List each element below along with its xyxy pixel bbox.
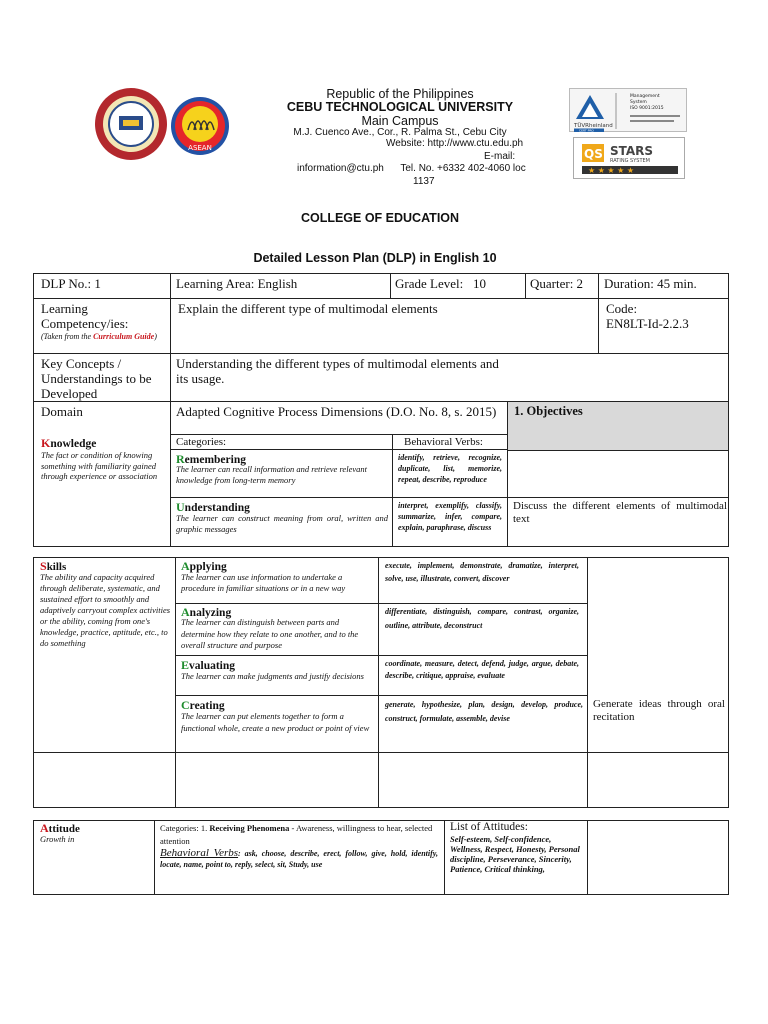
- attitude-categories: Categories: 1. Receiving Phenomena - Awareness, willingness to hear, selected attention: [160, 823, 433, 846]
- header-email-label: E-mail:: [484, 151, 516, 162]
- applying-verbs: execute, implement, demonstrate, dramatize, interpret, solve, use, illustrate, convert, discover: [385, 561, 579, 583]
- creating-verbs: generate, hypothesize, plan, design, develop, produce, construct, formulate, assemble, devise: [385, 700, 583, 723]
- applying-title: Applying: [181, 559, 227, 573]
- remembering-verbs: identify, retrieve, recognize, duplicate, list, memorize, repeat, describe, reproduce: [398, 453, 502, 484]
- attitude-title: Attitude: [40, 821, 80, 835]
- remembering-description: The learner can recall information and retrieve relevant knowledge from long-term memory: [176, 464, 367, 485]
- analyzing-title: Analyzing: [181, 605, 232, 619]
- evaluating-title: Evaluating: [181, 658, 236, 672]
- evaluating-verbs: coordinate, measure, detect, defend, judge, argue, debate, describe, critique, appraise, evaluate: [385, 659, 579, 680]
- attitude-behavioral-verbs: Behavioral Verbs: ask, choose, describe, erect, follow, give, hold, identify, locate, name, point to, reply, select, sit, Study, use: [160, 847, 439, 869]
- knowledge-title: Knowledge: [41, 436, 97, 450]
- understanding-verbs: interpret, exemplify, classify, summarize, infer, compare, explain, paraphrase, discuss: [398, 501, 502, 532]
- competency-value: Explain the different type of multimodal elements: [178, 301, 438, 316]
- svg-text:System: System: [630, 100, 647, 105]
- svg-text:CERT PRO: CERT PRO: [579, 128, 594, 133]
- objectives-label: 1. Objectives: [514, 404, 583, 418]
- creating-objective: Generate ideas through oral recitation: [593, 698, 725, 723]
- header-loc: 1137: [413, 176, 435, 187]
- analyzing-verbs: differentiate, distinguish, compare, contrast, organize, outline, attribute, deconstruct: [385, 607, 579, 630]
- quarter: Quarter: 2: [530, 276, 584, 291]
- knowledge-description: The fact or condition of knowing something with familiarity gained through experience or association: [41, 450, 158, 481]
- svg-text:ASEAN: ASEAN: [188, 144, 212, 152]
- svg-text:Management: Management: [630, 94, 660, 99]
- understanding-title: Understanding: [176, 500, 250, 514]
- curriculum-note: (Taken from the Curriculum Guide): [41, 332, 157, 341]
- objectives-header: [508, 402, 728, 450]
- document-title: Detailed Lesson Plan (DLP) in English 10: [253, 251, 497, 265]
- learning-area: Learning Area: English: [176, 276, 298, 291]
- header-republic: Republic of the Philippines: [326, 87, 474, 101]
- list-of-attitudes-label: List of Attitudes:: [450, 821, 528, 833]
- analyzing-description: The learner can distinguish between parts and determine how they relate to one another, and to the overall structure and purpose: [181, 617, 359, 650]
- duration: Duration: 45 min.: [604, 276, 697, 291]
- header-website: Website: http://www.ctu.edu.ph: [386, 138, 524, 149]
- list-of-attitudes-values: Self-esteem, Self-confidence, Wellness, Respect, Honesty, Personal discipline, Perseverance, Sincerity, Patience, Critical thinking,: [450, 834, 580, 874]
- svg-text:QS: QS: [584, 147, 603, 161]
- understanding-objective: Discuss the different elements of multimodal text: [513, 500, 727, 525]
- university-seal-logo: [92, 86, 170, 162]
- header-address: M.J. Cuenco Ave., Cor., R. Palma St., Cebu City: [293, 127, 507, 138]
- attitude-description: Growth in: [40, 834, 75, 844]
- asean-logo: [170, 96, 230, 156]
- qs-stars-logo: [573, 137, 685, 179]
- header-university: CEBU TECHNOLOGICAL UNIVERSITY: [286, 100, 514, 114]
- applying-description: The learner can use information to undertake a procedure in familiar situations or in a new way: [181, 572, 346, 593]
- creating-description: The learner can put elements together to form a functional whole, create a new product or point of view: [181, 711, 370, 733]
- domain-value: Adapted Cognitive Process Dimensions (D.O. No. 8, s. 2015): [176, 404, 497, 419]
- key-concepts-label: Key Concepts / Understandings to be Developed: [41, 356, 152, 401]
- dlp-number: DLP No.: 1: [41, 276, 101, 291]
- college-title: COLLEGE OF EDUCATION: [300, 211, 460, 225]
- evaluating-description: The learner can make judgments and justify decisions: [181, 671, 364, 681]
- creating-title: Creating: [181, 698, 225, 712]
- svg-text:ISO 9001:2015: ISO 9001:2015: [630, 106, 664, 111]
- domain-label: Domain: [41, 404, 83, 419]
- header-campus: Main Campus: [361, 114, 439, 128]
- categories-label: Categories:: [176, 436, 227, 448]
- skills-description: The ability and capacity acquired through deliberate, systematic, and sustained effort to smoothly and adaptively carryout complex activities or the ability, coming from one's knowledge, practice, aptitude, etc., to do something: [40, 572, 171, 648]
- svg-text:★ ★ ★ ★ ★: ★ ★ ★ ★ ★: [588, 166, 635, 175]
- remembering-title: Remembering: [176, 452, 246, 466]
- svg-text:STARS: STARS: [610, 144, 654, 158]
- grade-level: Grade Level: 10: [395, 276, 486, 291]
- header-email-tel: information@ctu.ph Tel. No. +6332 402-4060 loc: [297, 163, 526, 174]
- understanding-description: The learner can construct meaning from oral, written and graphic messages: [176, 513, 388, 534]
- code-label: Code:: [606, 301, 638, 316]
- code-value: EN8LT-Id-2.2.3: [606, 316, 689, 331]
- competency-label: Learning Competency/ies:: [41, 301, 129, 331]
- svg-text:RATING SYSTEM: RATING SYSTEM: [610, 158, 650, 164]
- key-concepts-value: Understanding the different types of multimodal elements and its usage.: [176, 356, 499, 386]
- skills-title: Skills: [40, 559, 67, 573]
- tuv-iso-logo: [569, 88, 687, 132]
- behavioral-verbs-label: Behavioral Verbs:: [404, 436, 483, 448]
- svg-text:TÜVRheinland: TÜVRheinland: [574, 123, 613, 129]
